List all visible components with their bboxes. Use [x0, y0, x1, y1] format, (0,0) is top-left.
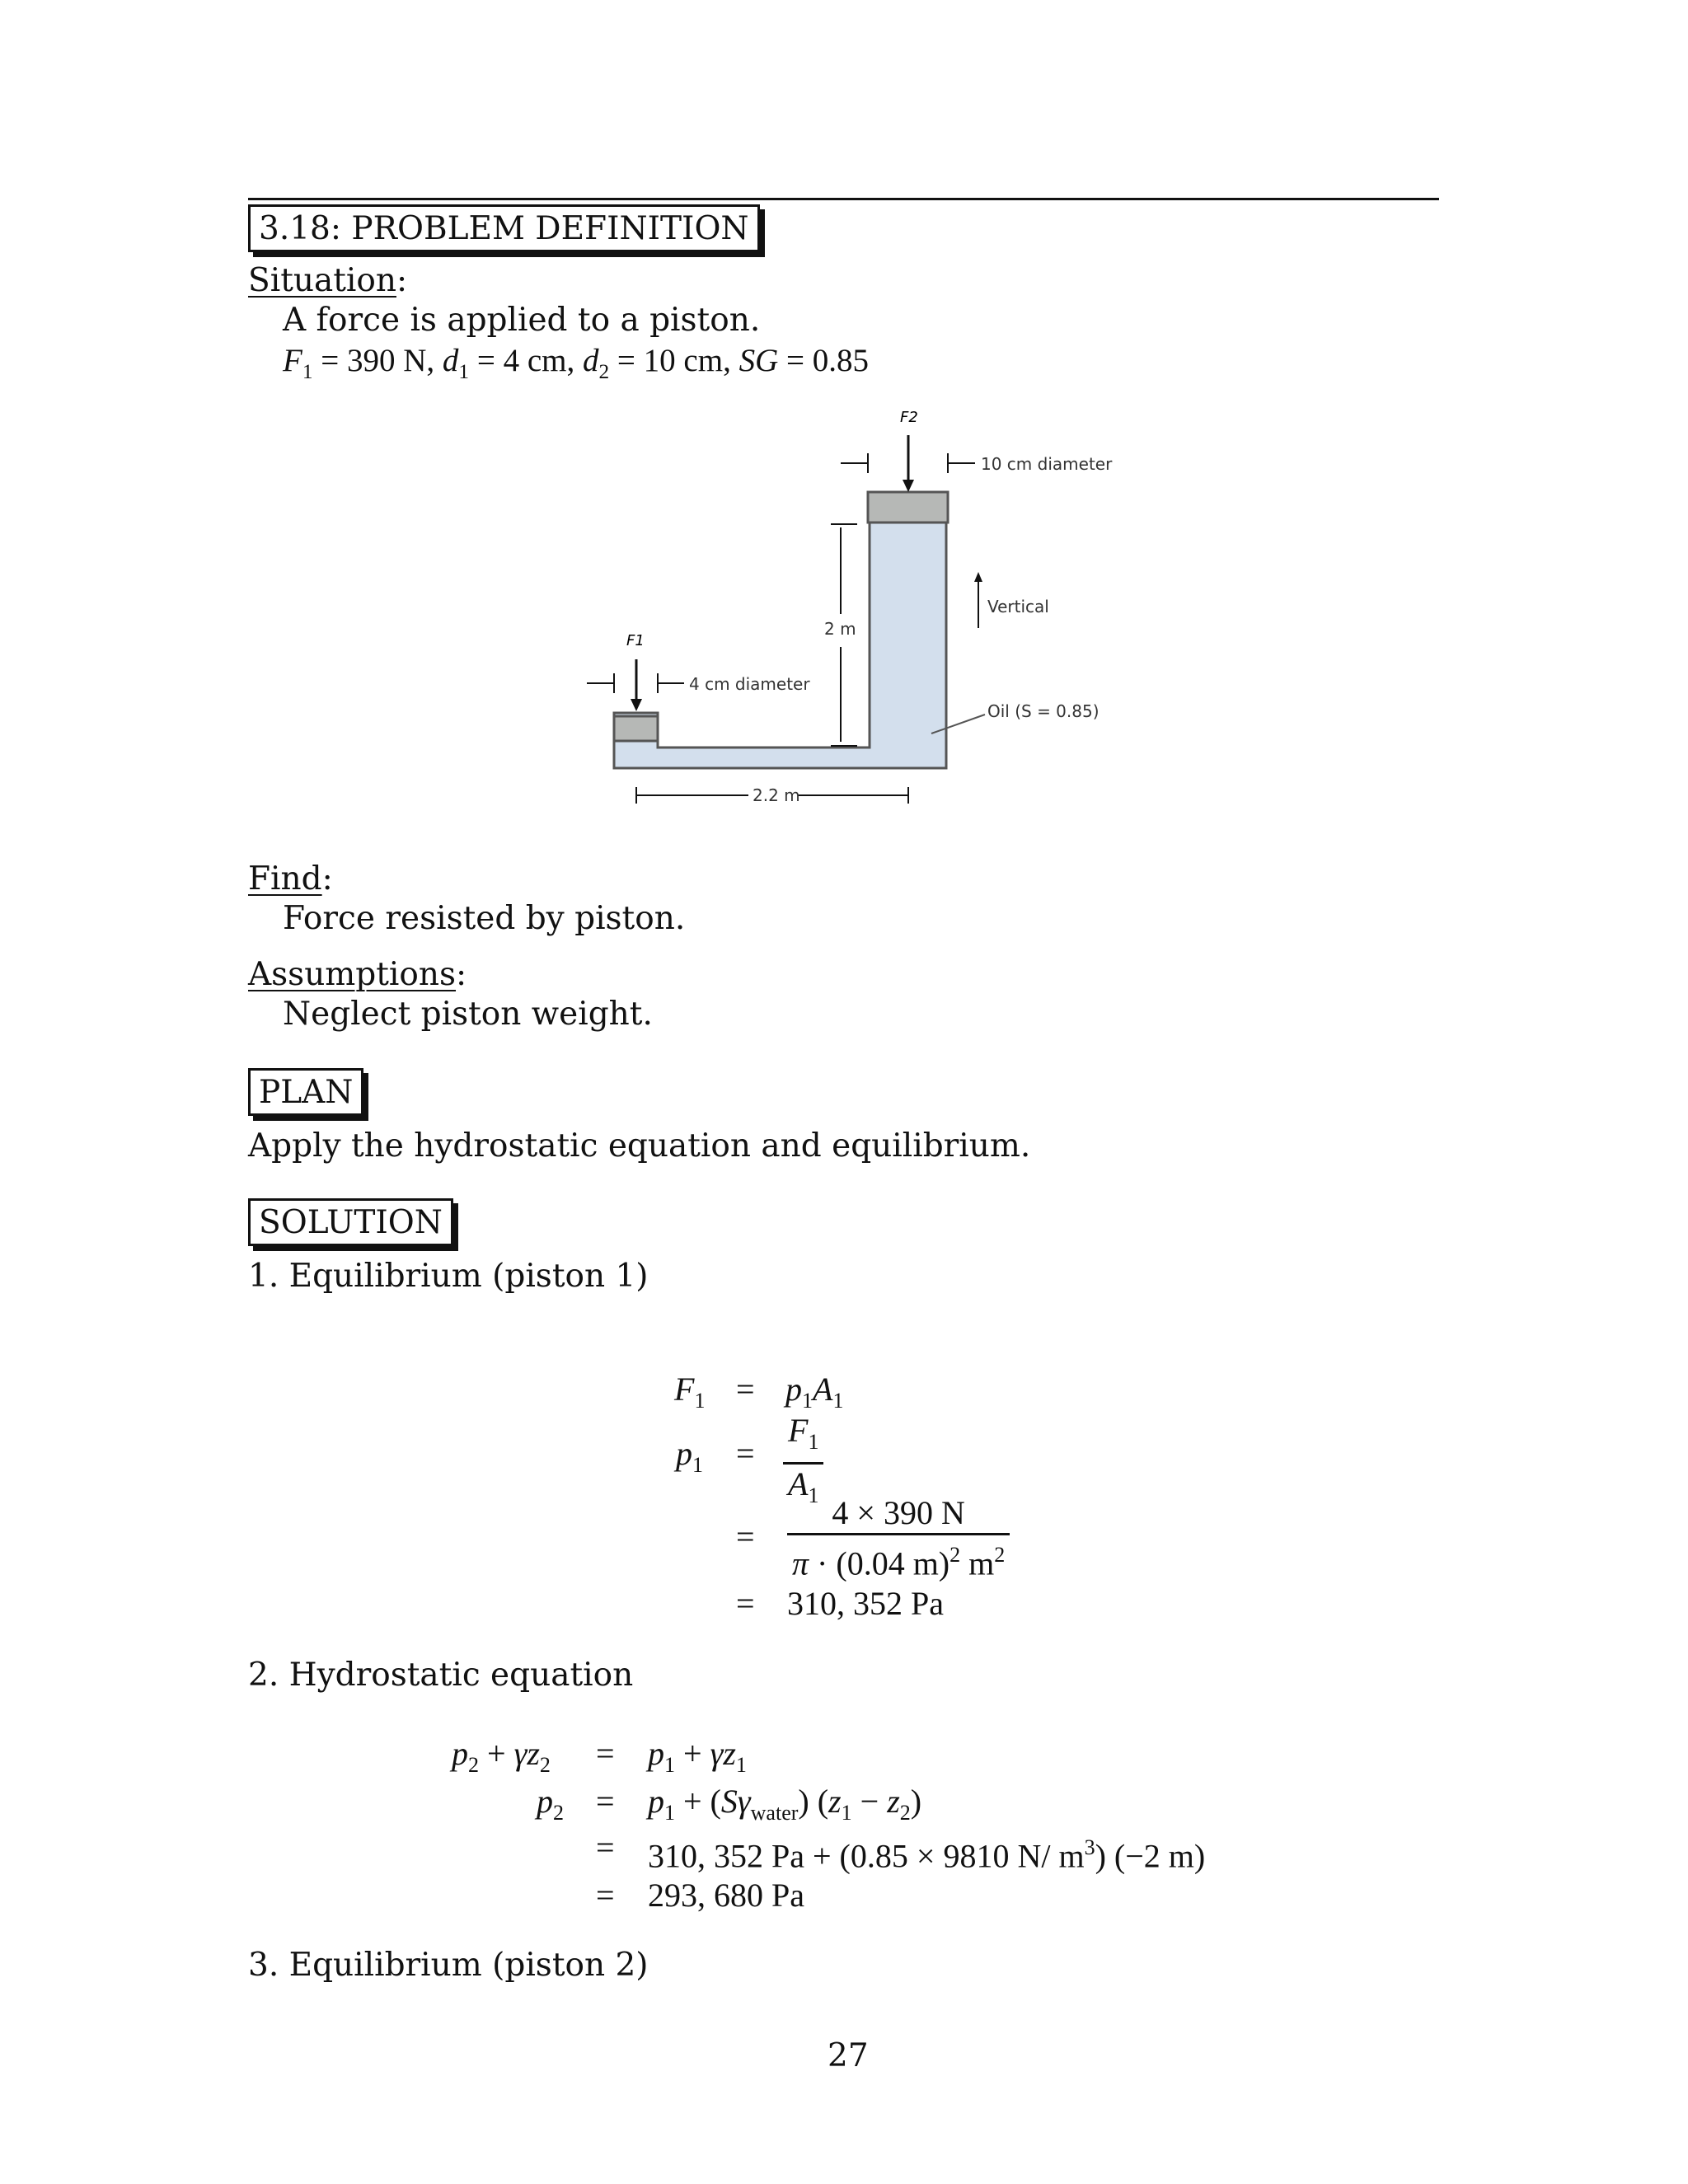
vertical-label: Vertical	[987, 597, 1049, 616]
eq1-frac-f1-a1: $\frac{F_1}{A_1}$	[783, 1411, 823, 1516]
vertical-arrow-icon	[974, 572, 982, 582]
situation-label: Situation	[248, 262, 396, 299]
given-sg: 0.85	[812, 343, 869, 378]
given-values: $F_1 = 390$ N, $d_1 = 4$ cm, $d_2 = 10$ cm, SG = 0.85	[283, 343, 869, 383]
page-number: 27	[828, 2037, 869, 2074]
find-label: Find	[248, 860, 322, 898]
assumptions-text: Neglect piston weight.	[283, 996, 653, 1033]
plan-box	[248, 1068, 363, 1116]
eq1-frac-numeric: $\frac{4 \times 390 N}{\pi \cdot (0.04 m)^2 m^2}$	[787, 1493, 1010, 1584]
eq2-line2-lhs: $p_2$	[537, 1783, 564, 1825]
eq1-line2: $p_1$	[676, 1435, 703, 1478]
eq2-line1-rhs: $p_1 + \gamma z_1$	[648, 1735, 747, 1778]
solution-label: SOLUTION	[248, 1198, 453, 1246]
f2-label: F2	[900, 409, 918, 426]
given-d1: 4 cm	[503, 343, 567, 378]
eq1-line1: $F_1$ = $p_1A_1$	[674, 1371, 844, 1413]
solution-box	[248, 1198, 453, 1246]
height-label: 2 m	[824, 619, 856, 639]
situation-heading: Situation:	[248, 262, 408, 299]
assumptions-label: Assumptions	[248, 956, 457, 993]
large-piston	[868, 492, 948, 523]
piston-diagram	[0, 0, 1688, 857]
find-text: Force resisted by piston.	[283, 900, 686, 937]
plan-label: PLAN	[248, 1068, 363, 1116]
eq2-line2-rhs: $p_1 + (S\gamma_{water}) (z_1 - z_2)$	[648, 1783, 922, 1825]
small-piston	[614, 716, 658, 741]
assumptions-heading: Assumptions:	[248, 956, 467, 993]
eq1-numerator: 4 × 390 N	[832, 1494, 965, 1531]
plan-text: Apply the hydrostatic equation and equilibrium.	[248, 1127, 1031, 1165]
d1-label: 4 cm diameter	[689, 674, 810, 694]
find-heading: Find:	[248, 860, 333, 898]
d2-label: 10 cm diameter	[981, 454, 1113, 474]
oil-region	[614, 519, 946, 768]
width-label: 2.2 m	[753, 785, 800, 805]
given-d2: 10 cm	[643, 343, 724, 378]
step1-heading: 1. Equilibrium (piston 1)	[248, 1258, 649, 1295]
f2-arrow-icon	[903, 480, 914, 492]
oil-label: Oil (S = 0.85)	[987, 701, 1100, 721]
eq2-result: 293, 680 Pa	[648, 1877, 804, 1914]
eq2-line3-main: 310, 352 Pa + (0.85 × 9810 N/ m	[648, 1837, 1085, 1875]
problem-title: 3.18: PROBLEM DEFINITION	[248, 204, 760, 252]
eq2-line3-tail: ) (−2 m)	[1095, 1837, 1206, 1875]
f1-label: F1	[626, 632, 645, 649]
eq2-line1-lhs: $p_2 + \gamma z_2$	[452, 1735, 551, 1778]
f1-arrow-icon	[631, 699, 642, 711]
situation-text: A force is applied to a piston.	[283, 302, 761, 339]
given-f1: 390 N	[347, 343, 427, 378]
eq1-result: 310, 352 Pa	[787, 1585, 944, 1622]
step3-heading: 3. Equilibrium (piston 2)	[248, 1947, 649, 1984]
eq2-line3-rhs: 310, 352 Pa + (0.85 × 9810 N/ $m^3$) (−2 m)	[648, 1835, 1206, 1875]
step2-heading: 2. Hydrostatic equation	[248, 1657, 634, 1694]
